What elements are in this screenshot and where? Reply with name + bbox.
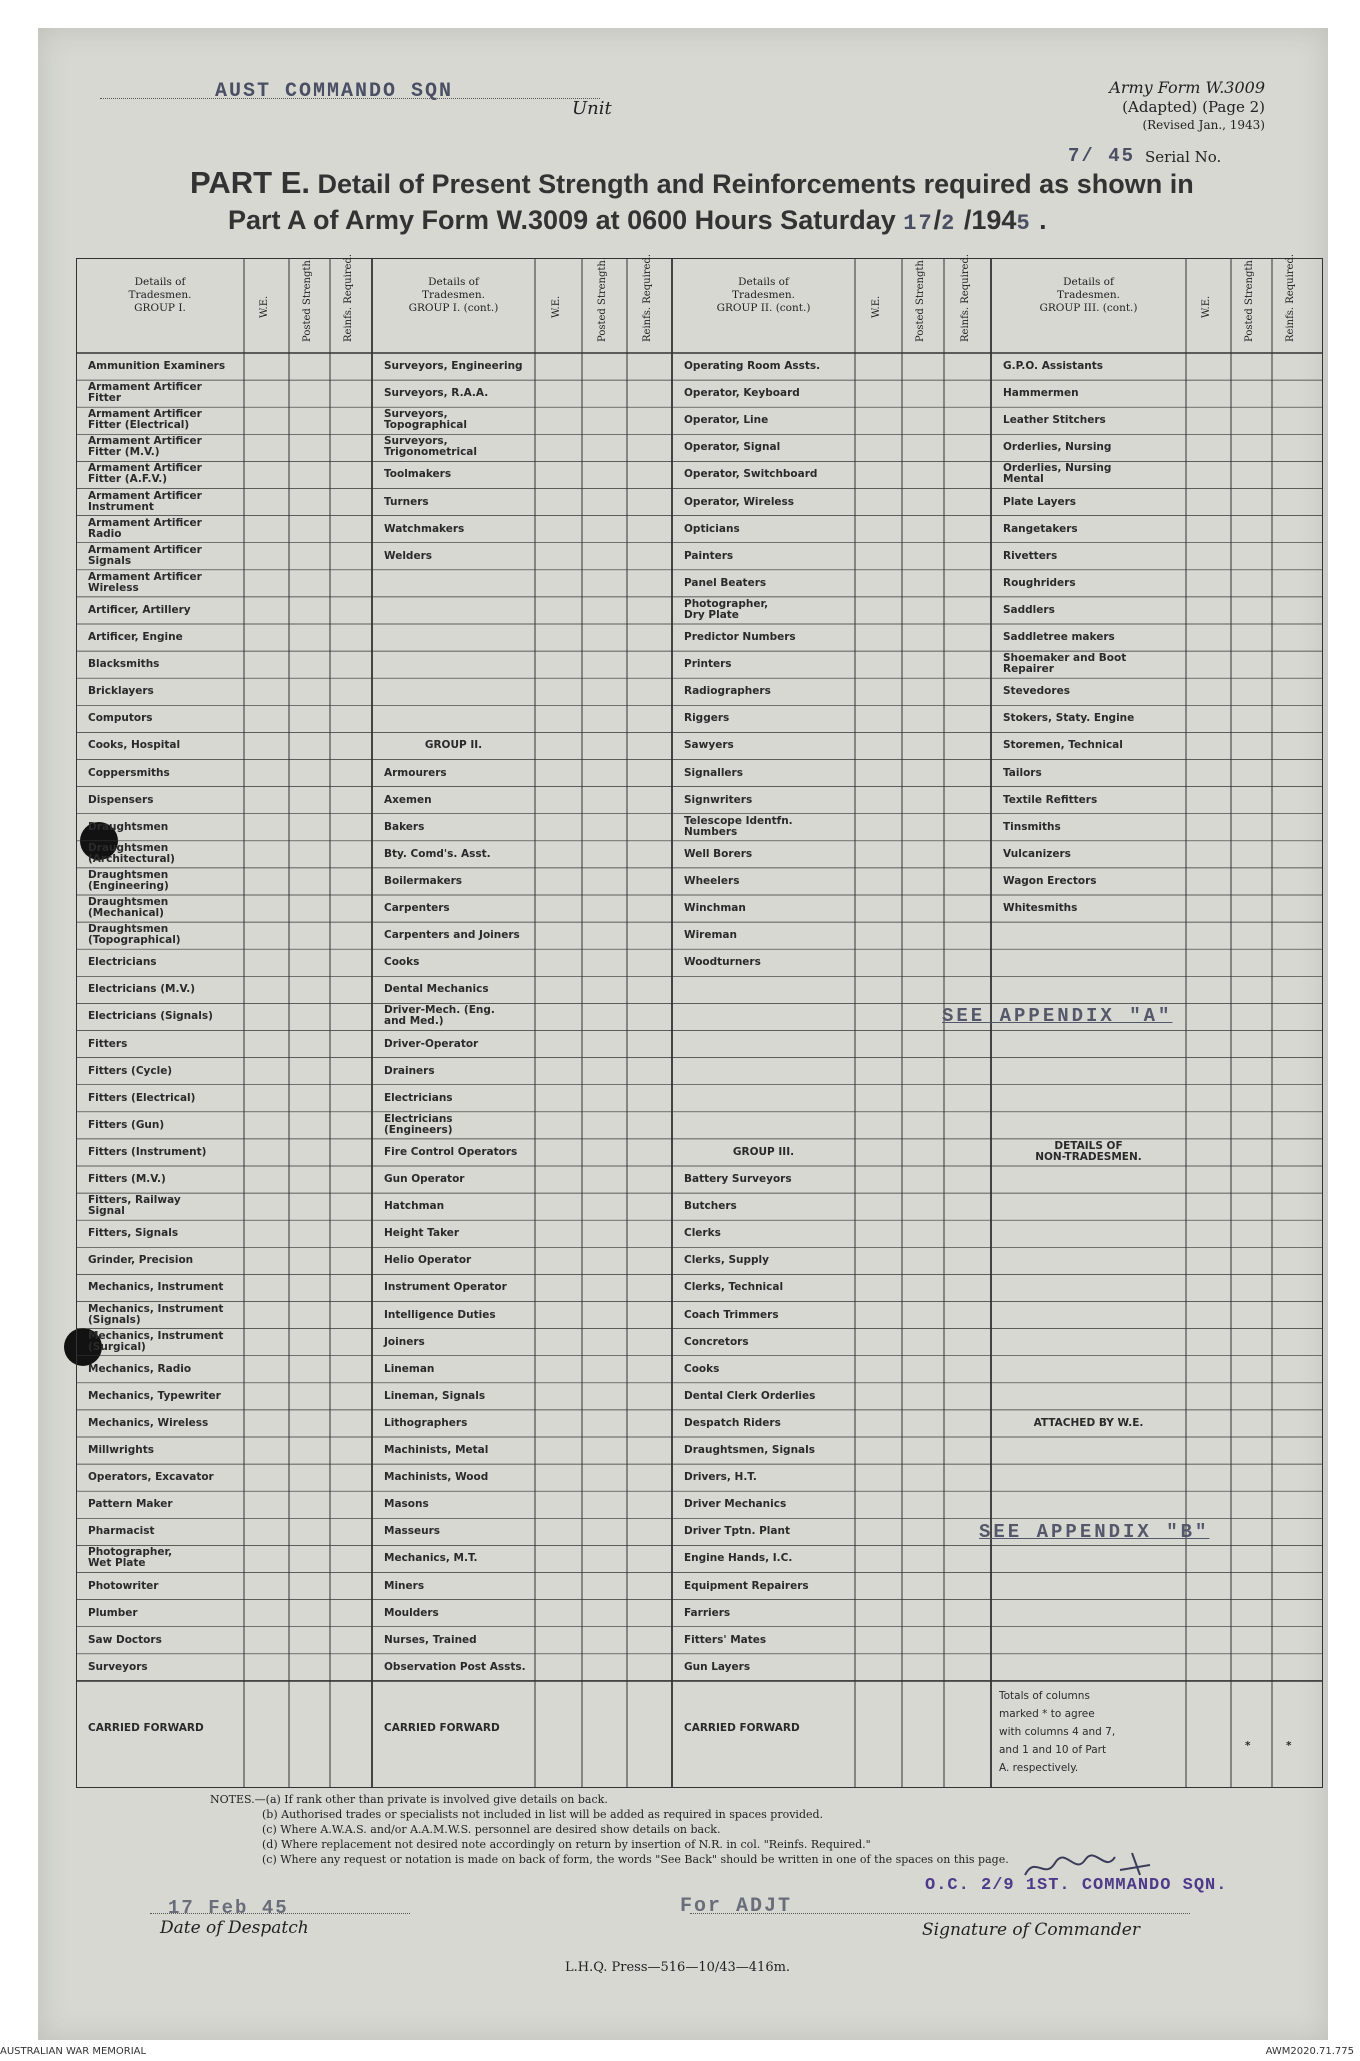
trade-label: Signwriters: [684, 793, 753, 806]
trade-label: Fitters, Signals: [88, 1227, 179, 1240]
trade-label: Storemen, Technical: [1003, 739, 1123, 752]
sub-heading: Reinfs. Required.: [343, 253, 354, 342]
trade-label: Millwrights: [88, 1444, 154, 1456]
trade-label: Armament Artificer Fitter (Electrical): [88, 408, 202, 432]
trade-label: Sawyers: [684, 739, 734, 752]
trade-label: Mechanics, Instrument: [88, 1281, 224, 1294]
trade-label: Bty. Comd's. Asst.: [384, 847, 491, 860]
trade-label: Photowriter: [88, 1579, 159, 1592]
trade-label: Armament Artificer Fitter (A.F.V.): [88, 462, 202, 486]
trade-label: Helio Operator: [384, 1254, 472, 1267]
trade-label: Draughtsmen (Topographical): [88, 923, 181, 947]
trade-label: Tinsmiths: [1003, 820, 1061, 833]
signature-typed-value: For ADJT: [680, 1895, 793, 1918]
trade-label: Pattern Maker: [88, 1498, 173, 1511]
trade-label: Boilermakers: [384, 874, 462, 887]
block-heading: Details of Tradesmen. GROUP II. (cont.): [716, 276, 811, 314]
trade-label: Operating Room Assts.: [684, 360, 821, 372]
trade-label: Farriers: [684, 1606, 731, 1619]
trade-label: Orderlies, Nursing: [1003, 441, 1112, 454]
trade-label: Dental Mechanics: [384, 983, 489, 996]
sub-heading: W.E.: [1200, 295, 1212, 319]
trade-label: Mechanics, Radio: [88, 1362, 192, 1375]
trade-label: Operator, Signal: [684, 441, 781, 454]
trade-label: Pharmacist: [88, 1525, 155, 1538]
trade-label: Surveyors, Engineering: [384, 360, 523, 372]
trade-label: Armament Artificer Wireless: [88, 570, 202, 594]
trade-label: Joiners: [384, 1335, 425, 1348]
trade-label: Surveyors: [88, 1660, 148, 1673]
trade-label: Blacksmiths: [88, 658, 160, 671]
trade-label: Toolmakers: [384, 468, 452, 481]
sub-heading: Posted Strength.: [1243, 256, 1255, 342]
trade-label: Woodturners: [684, 956, 761, 969]
trade-label: Butchers: [684, 1200, 737, 1213]
sub-heading: W.E.: [870, 295, 882, 319]
notes: [210, 1792, 1009, 1867]
trade-label: Cooks: [684, 1362, 720, 1375]
trade-label: Draughtsmen (Engineering): [88, 868, 169, 892]
trade-label: Bakers: [384, 820, 425, 833]
trade-label: Despatch Riders: [684, 1416, 781, 1429]
trade-label: Vulcanizers: [1003, 847, 1071, 860]
trade-label: Rivetters: [1003, 549, 1058, 562]
trade-label: G.P.O. Assistants: [1003, 360, 1104, 372]
trade-label: Height Taker: [384, 1227, 460, 1240]
trade-label: Draughtsmen: [88, 820, 169, 833]
trade-label: Armourers: [384, 766, 447, 779]
trade-label: Fitters (Instrument): [88, 1145, 207, 1158]
trade-label: Bricklayers: [88, 685, 154, 698]
trade-label: Artificer, Engine: [88, 631, 183, 643]
trade-label: Plumber: [88, 1606, 138, 1619]
trade-label: Radiographers: [684, 685, 771, 698]
trade-label: Operators, Excavator: [88, 1471, 214, 1484]
sub-heading: Reinfs. Required.: [641, 253, 653, 342]
group-heading: ATTACHED BY W.E.: [1033, 1416, 1144, 1429]
trade-label: Dispensers: [88, 793, 154, 806]
trade-label: Electricians (Signals): [88, 1010, 213, 1023]
trade-label: Grinder, Precision: [88, 1254, 194, 1267]
trade-label: Surveyors, Topographical: [384, 408, 467, 432]
trade-label: Operator, Line: [684, 414, 769, 427]
trade-label: Driver Tptn. Plant: [684, 1525, 790, 1538]
despatch-label: Date of Despatch: [160, 1918, 309, 1938]
trade-label: Battery Surveyors: [684, 1173, 792, 1185]
carried-forward-label: CARRIED FORWARD: [88, 1721, 204, 1734]
trade-label: Operator, Keyboard: [684, 387, 800, 400]
trade-label: Moulders: [384, 1606, 439, 1619]
form-adapted: (Adapted) (Page 2): [1122, 98, 1265, 116]
form-name: Army Form W.3009: [1109, 78, 1265, 97]
trade-label: Panel Beaters: [684, 576, 767, 589]
title-end: .: [1039, 205, 1047, 235]
trade-label: Hatchman: [384, 1200, 445, 1213]
trade-label: Signallers: [684, 766, 743, 779]
trade-label: Ammunition Examiners: [88, 360, 226, 372]
trade-label: Drainers: [384, 1064, 435, 1077]
see-appendix-b: SEE APPENDIX "B": [979, 1521, 1210, 1543]
trade-label: Watchmakers: [384, 522, 465, 535]
trade-label: Masons: [384, 1498, 429, 1511]
sub-heading: W.E.: [258, 295, 270, 319]
trade-label: Cooks, Hospital: [88, 739, 181, 752]
trade-label: Intelligence Duties: [384, 1308, 496, 1321]
title-part: PART E.: [190, 165, 310, 200]
trade-label: Leather Stitchers: [1003, 414, 1106, 427]
title-date-day: 17: [903, 211, 934, 236]
trade-label: Riggers: [684, 712, 730, 725]
trade-label: Well Borers: [684, 847, 753, 860]
trade-label: Clerks: [684, 1227, 721, 1240]
trade-label: Coppersmiths: [88, 766, 170, 779]
trade-label: Turners: [384, 495, 429, 508]
asterisk-mark: *: [1245, 1739, 1251, 1752]
trade-label: Concretors: [684, 1335, 749, 1348]
serial-typed-value: 7/ 45: [1068, 145, 1136, 167]
trade-label: Tailors: [1003, 766, 1042, 779]
trade-label: Painters: [684, 549, 734, 562]
note-line: (c) Where any request or notation is made on back of form, the words "See Back" should be written in one of the spaces on this page.: [262, 1853, 1009, 1866]
title-line-1: [190, 165, 1194, 201]
form-revised: (Revised Jan., 1943): [1142, 118, 1265, 132]
trade-label: Driver Mechanics: [684, 1498, 787, 1511]
trade-label: Lineman: [384, 1362, 435, 1375]
press-line: L.H.Q. Press—516—10/43—416m.: [565, 1960, 791, 1975]
trade-label: Electricians (Engineers): [384, 1112, 453, 1136]
trade-label: Armament Artificer Radio: [88, 516, 202, 540]
totals-note: Totals of columns marked * to agree with columns 4 and 7, and 1 and 10 of Part A. respectively.: [999, 1689, 1116, 1774]
trade-label: Telescope Identfn. Numbers: [684, 814, 793, 838]
trade-label: Clerks, Technical: [684, 1281, 784, 1294]
asterisk-mark: *: [1286, 1739, 1292, 1752]
block-heading: Details of Tradesmen. GROUP I.: [128, 276, 192, 314]
trade-label: Equipment Repairers: [684, 1579, 809, 1592]
sub-heading: Posted Strength.: [915, 256, 926, 342]
trade-label: Electricians: [384, 1091, 453, 1104]
trade-label: Saw Doctors: [88, 1633, 162, 1646]
trade-label: Whitesmiths: [1003, 902, 1078, 914]
sub-heading: W.E.: [550, 295, 562, 319]
trade-label: Machinists, Wood: [384, 1471, 489, 1484]
trade-label: Axemen: [384, 793, 432, 806]
trade-label: Miners: [384, 1579, 425, 1592]
trade-label: Dental Clerk Orderlies: [684, 1389, 816, 1402]
trade-label: Saddletree makers: [1003, 631, 1115, 643]
trade-label: Mechanics, Instrument (Signals): [88, 1302, 224, 1326]
trade-label: Welders: [384, 549, 432, 562]
carried-forward-label: CARRIED FORWARD: [684, 1721, 800, 1734]
trade-label: Fitters (M.V.): [88, 1173, 166, 1185]
trade-label: Photographer, Dry Plate: [684, 597, 769, 621]
caption-right: AWM2020.71.775: [1265, 2046, 1354, 2057]
trade-label: Surveyors, Trigonometrical: [384, 435, 477, 459]
see-appendix-a: SEE APPENDIX "A": [942, 1005, 1173, 1027]
trade-label: Stokers, Staty. Engine: [1003, 712, 1135, 725]
trade-label: Operator, Switchboard: [684, 468, 818, 481]
trade-label: Shoemaker and Boot Repairer: [1003, 652, 1127, 676]
group-heading: DETAILS OF NON-TRADESMEN.: [1035, 1139, 1142, 1163]
trade-label: Armament Artificer Fitter (M.V.): [88, 435, 202, 459]
trade-label: Draughtsmen (Architectural): [88, 841, 175, 865]
trade-label: Photographer, Wet Plate: [88, 1546, 173, 1570]
trade-label: Draughtsmen, Signals: [684, 1444, 815, 1456]
trade-label: Operator, Wireless: [684, 495, 795, 508]
trade-label: Hammermen: [1003, 387, 1079, 400]
signature-label: Signature of Commander: [922, 1920, 1140, 1940]
trade-label: Driver-Operator: [384, 1037, 479, 1050]
trade-label: Lithographers: [384, 1416, 468, 1429]
group-heading: GROUP III.: [732, 1145, 795, 1158]
trade-label: Predictor Numbers: [684, 631, 796, 643]
note-line: (b) Authorised trades or specialists not included in list will be added as required in spaces provided.: [262, 1808, 824, 1821]
trade-label: Machinists, Metal: [384, 1444, 489, 1456]
trade-label: Fitters' Mates: [684, 1633, 767, 1646]
unit-label: Unit: [572, 98, 612, 119]
trade-label: Fitters (Gun): [88, 1118, 165, 1131]
trade-label: Instrument Operator: [384, 1281, 507, 1294]
carried-forward-label: CARRIED FORWARD: [384, 1721, 500, 1734]
trade-label: Wireman: [684, 929, 737, 942]
note-line: NOTES.—(a) If rank other than private is involved give details on back.: [210, 1793, 608, 1806]
trade-label: Observation Post Assts.: [384, 1660, 526, 1673]
title-line-2: Part A of Army Form W.3009 at 0600 Hours Saturday 17/2 /1945 .: [228, 205, 1047, 236]
handwritten-signature: [1020, 1845, 1160, 1885]
trade-label: Carpenters and Joiners: [384, 929, 520, 942]
trade-label: Armament Artificer Instrument: [88, 489, 202, 513]
title-date-year-suffix: 5: [1016, 211, 1032, 236]
sub-heading: Reinfs. Required.: [959, 253, 971, 342]
trade-label: Mechanics, Wireless: [88, 1416, 209, 1429]
title-date-year-prefix: /194: [963, 205, 1017, 235]
trade-label: Rangetakers: [1003, 522, 1078, 535]
trade-label: Fitters (Electrical): [88, 1091, 196, 1104]
trade-label: Lineman, Signals: [384, 1389, 486, 1402]
title-text-2: Part A of Army Form W.3009 at 0600 Hours Saturday: [228, 205, 896, 235]
trade-label: Driver-Mech. (Eng. and Med.): [384, 1004, 495, 1028]
trade-label: Mechanics, M.T.: [384, 1552, 478, 1565]
trade-label: Electricians: [88, 956, 157, 969]
trade-label: Surveyors, R.A.A.: [384, 387, 489, 400]
sub-heading: Posted Strength.: [596, 256, 608, 342]
trade-label: Stevedores: [1003, 685, 1070, 698]
caption-left: AUSTRALIAN WAR MEMORIAL: [0, 2046, 147, 2057]
trade-label: Opticians: [684, 522, 740, 535]
trade-label: Masseurs: [384, 1525, 441, 1538]
trade-label: Nurses, Trained: [384, 1633, 477, 1646]
trade-label: Textile Refitters: [1003, 793, 1098, 806]
strength-table: [76, 253, 1323, 1788]
trade-label: Mechanics, Typewriter: [88, 1389, 221, 1402]
note-line: (c) Where A.W.A.S. and/or A.A.M.W.S. personnel are desired show details on back.: [262, 1823, 721, 1836]
trade-label: Armament Artificer Signals: [88, 543, 202, 567]
trade-label: Plate Layers: [1003, 495, 1077, 508]
trade-label: Carpenters: [384, 902, 450, 914]
block-heading: Details of Tradesmen. GROUP III. (cont.): [1039, 276, 1138, 314]
trade-label: Wagon Erectors: [1003, 874, 1097, 887]
group-heading: GROUP II.: [424, 739, 483, 752]
block-heading: Details of Tradesmen. GROUP I. (cont.): [408, 276, 499, 314]
trade-label: Cooks: [384, 956, 420, 969]
commando-stamp: O.C. 2/9 1ST. COMMANDO SQN.: [925, 1876, 1228, 1895]
title-text-1: Detail of Present Strength and Reinforcements required as shown in: [317, 169, 1194, 199]
trade-label: Fitters, Railway Signal: [88, 1194, 181, 1218]
trade-label: Orderlies, Nursing Mental: [1003, 462, 1112, 486]
sub-heading: Reinfs. Required.: [1285, 253, 1296, 342]
note-line: (d) Where replacement not desired note accordingly on return by insertion of N.R. in col. "Reinfs. Required.": [262, 1838, 871, 1851]
title-date-month: 2: [941, 211, 957, 236]
trade-label: Fire Control Operators: [384, 1145, 518, 1158]
trade-label: Armament Artificer Fitter: [88, 381, 202, 405]
trade-label: Roughriders: [1003, 576, 1076, 589]
trade-label: Wheelers: [684, 874, 740, 887]
despatch-typed-value: 17 Feb 45: [168, 1897, 289, 1919]
trade-label: Gun Operator: [384, 1173, 465, 1185]
trade-label: Electricians (M.V.): [88, 983, 195, 996]
trade-label: Coach Trimmers: [684, 1308, 779, 1321]
trade-label: Gun Layers: [684, 1660, 751, 1673]
trade-label: Fitters: [88, 1037, 128, 1050]
trade-label: Drivers, H.T.: [684, 1471, 757, 1484]
trade-label: Saddlers: [1003, 603, 1055, 616]
trade-label: Clerks, Supply: [684, 1254, 769, 1267]
trade-label: Draughtsmen (Mechanical): [88, 896, 169, 919]
trade-label: Fitters (Cycle): [88, 1064, 173, 1077]
trade-label: Engine Hands, I.C.: [684, 1552, 793, 1565]
serial-label: Serial No.: [1145, 148, 1222, 166]
sub-heading: Posted Strength.: [301, 256, 313, 342]
trade-label: Artificer, Artillery: [88, 603, 191, 616]
trade-label: Mechanics, Instrument (Surgical): [88, 1329, 224, 1353]
trade-label: Winchman: [684, 902, 746, 914]
trade-label: Computors: [88, 712, 153, 725]
trade-label: Printers: [684, 658, 732, 671]
unit-typed-value: AUST COMMANDO SQN: [215, 80, 454, 103]
